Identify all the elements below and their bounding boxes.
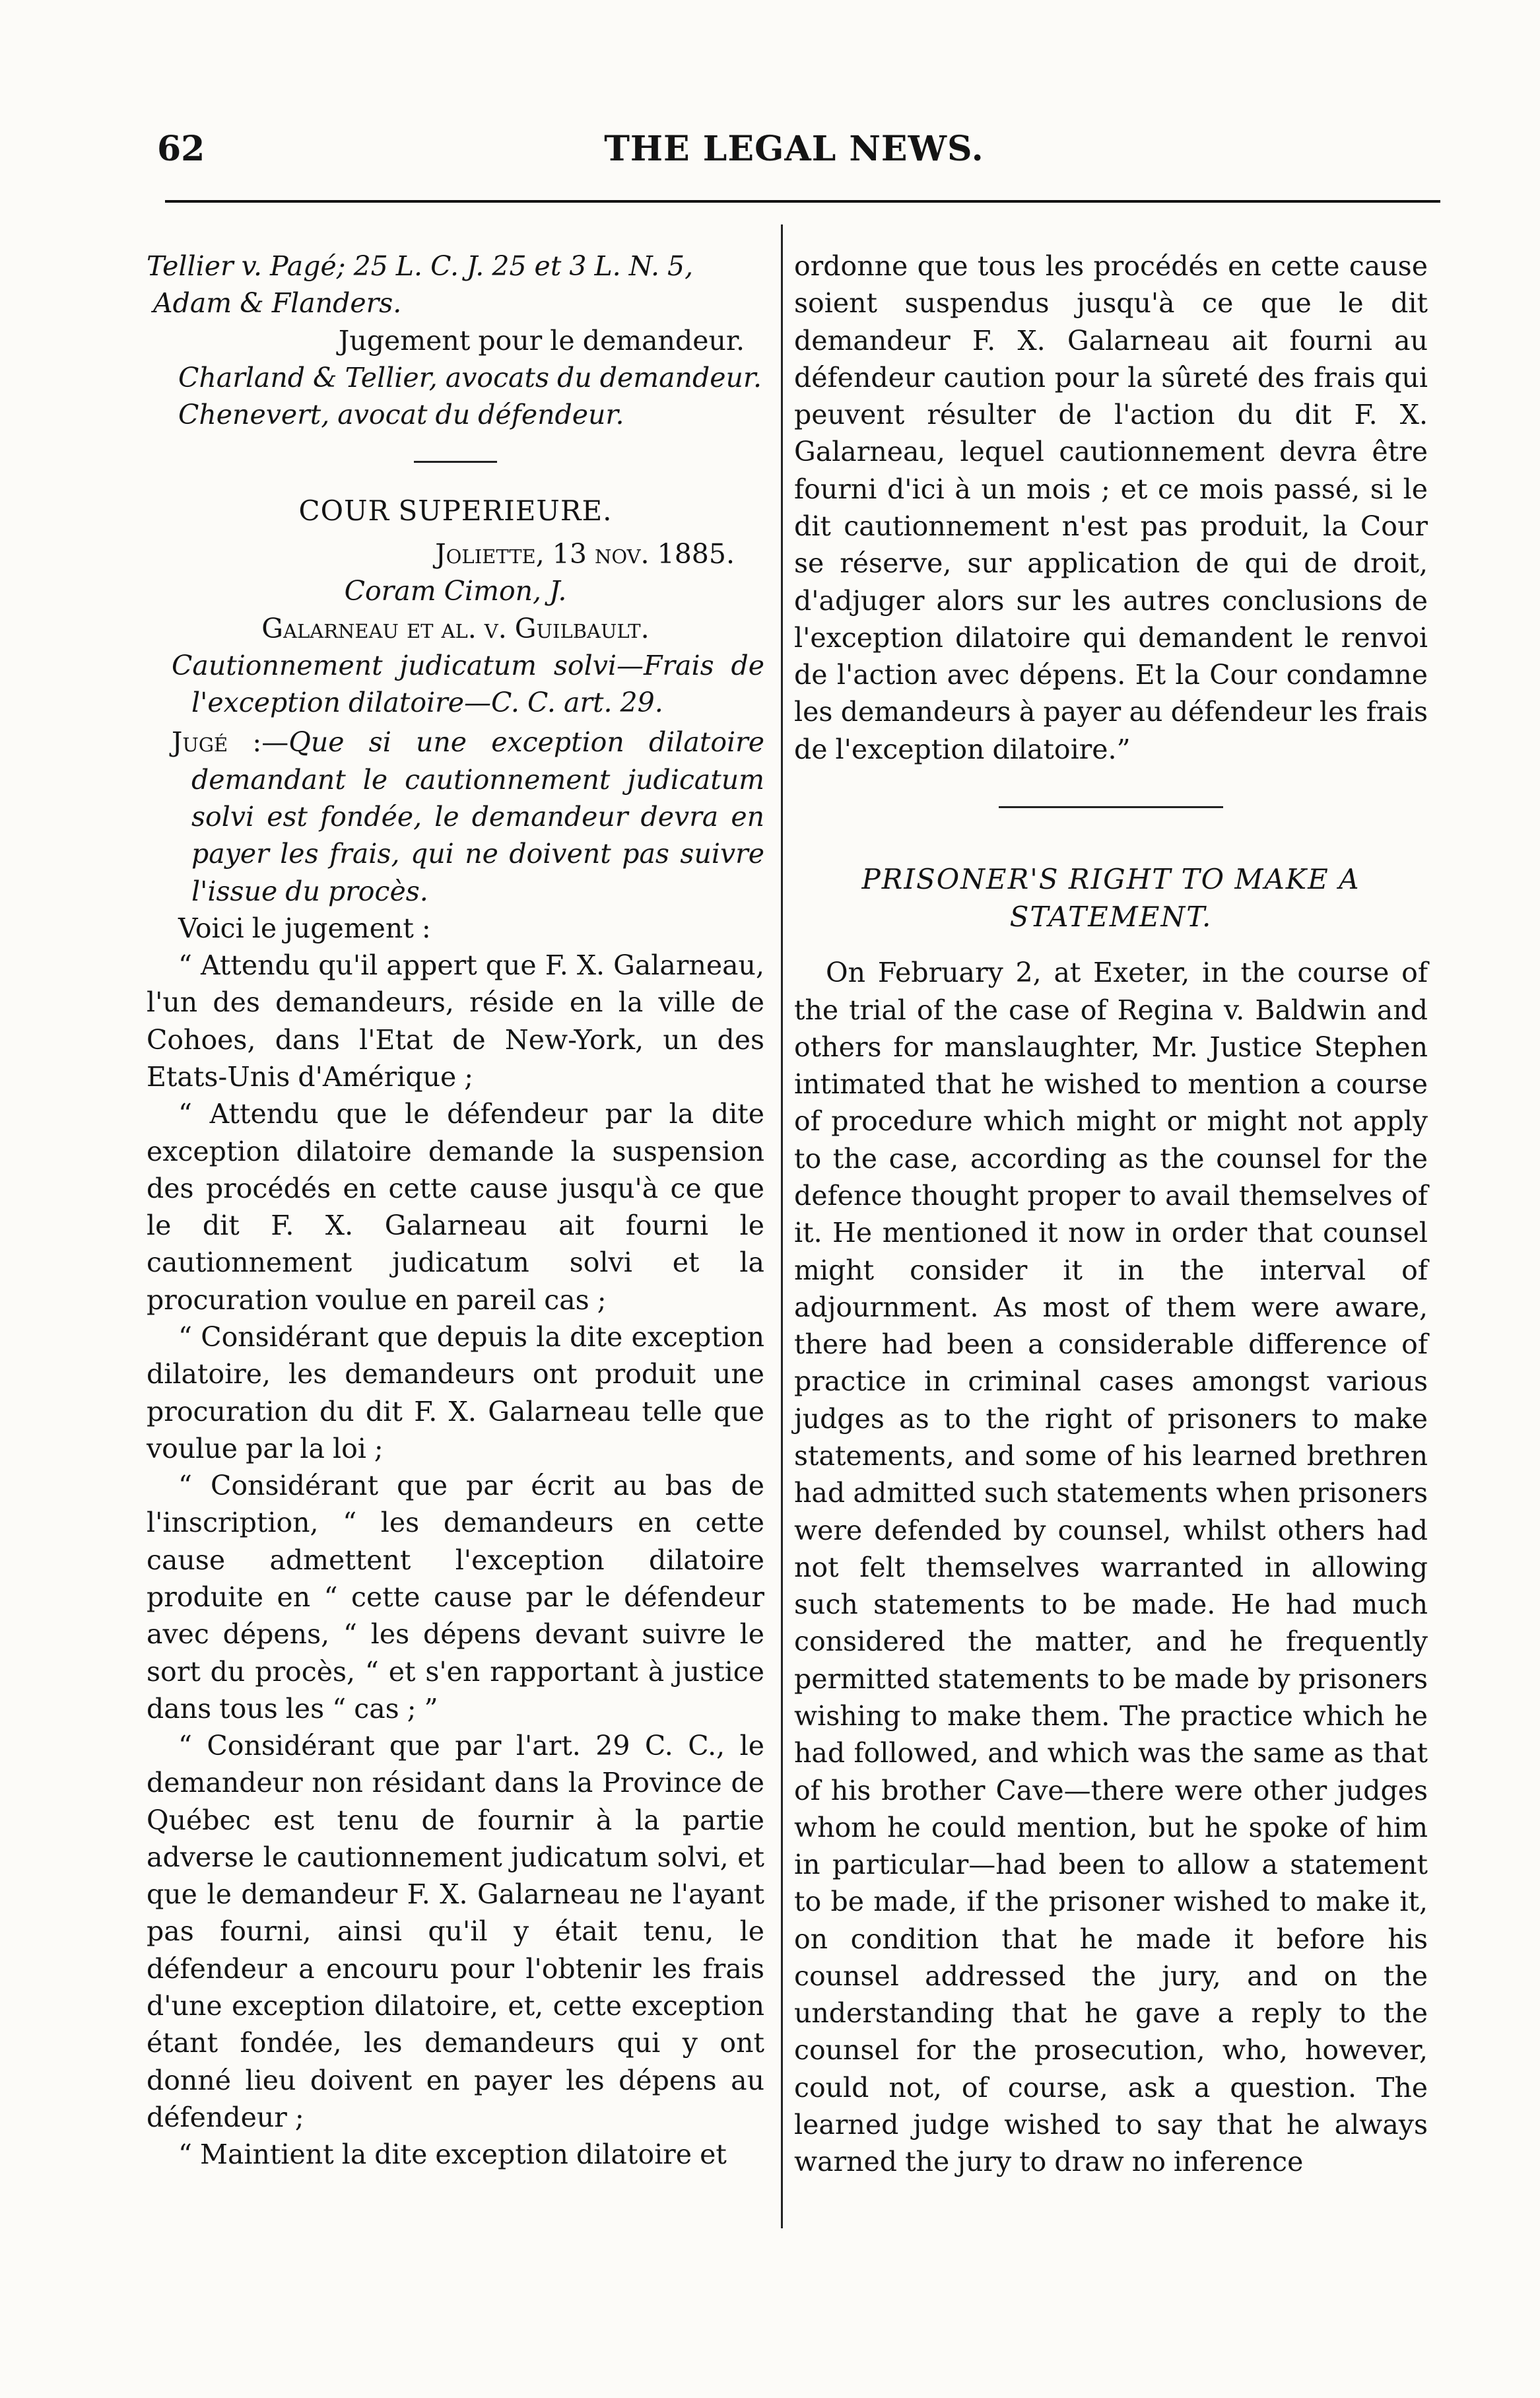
judgment-continuation: ordonne que tous les procédés en cette cause soient suspendus jusqu'à ce que le dit demandeur F. X. Galarneau ait fourni au défendeur caution pour la sûreté des frais qui peuvent résulter de l'action du dit F. X. Galarneau, lequel cautionnement devra être fourni d'ici à un mois ; et ce mois passé, si le dit cautionnement n'est pas produit, la Cour se réserve, sur application de qui de droit, d'adjuger alors sur les autres conclusions de l'exception dilatoire qui demandent le renvoi de l'action avec dépens. Et la Cour condamne les demandeurs à payer au défendeur les frais de l'exception dilatoire.” <box>794 250 1428 765</box>
article-title <box>794 861 1428 936</box>
section-rule <box>414 461 497 463</box>
court-title: COUR SUPERIEURE. <box>298 495 613 528</box>
page-number: 62 <box>157 129 205 169</box>
held-note <box>147 724 764 909</box>
counsel-plaintiff: Charland & Tellier, avocats du demandeur. <box>178 361 762 394</box>
article-title-line-1: PRISONER'S RIGHT TO MAKE A <box>861 862 1360 895</box>
judgment-intro: Voici le jugement : <box>178 912 431 944</box>
judgment-for: Jugement pour le demandeur. <box>338 324 745 357</box>
case-subject: Cautionnement judicatum solvi—Frais de l'exception dilatoire—C. C. art. 29. <box>172 649 764 719</box>
judgment-paragraph: “ Considérant que par l'art. 29 C. C., le demandeur non résidant dans la Province de Québec est tenu de fournir à la partie adverse le cautionnement judicatum solvi, et que le demandeur F. X. Galarneau ne l'ayant pas fourni, ainsi qu'il y était tenu, le défendeur a encouru pour l'obtenir les frais d'une exception dilatoire, et, cette exception étant fondée, les demandeurs qui y ont donné lieu doivent en payer les dépens au défendeur ; <box>147 1730 764 2133</box>
place-date: Joliette, 13 nov. 1885. <box>435 538 735 570</box>
case-reference-2: Adam & Flanders. <box>153 287 402 320</box>
article-rule <box>999 806 1223 808</box>
case-reference: Tellier v. Pagé; 25 L. C. J. 25 et 3 L. N. 5, <box>147 250 694 282</box>
judgment-paragraph: “ Considérant que depuis la dite exception dilatoire, les demandeurs ont produit une procuration du dit F. X. Galarneau telle que voulue par la loi ; <box>147 1320 764 1464</box>
judgment-paragraph: “ Attendu qu'il appert que F. X. Galarneau, l'un des demandeurs, réside en la ville de Cohoes, dans l'Etat de New-York, un des Etats-Unis d'Amérique ; <box>147 949 764 1093</box>
judgment-paragraph: “ Maintient la dite exception dilatoire et <box>178 2139 727 2171</box>
header-rule <box>165 200 1440 203</box>
judgment-paragraph: “ Attendu que le défendeur par la dite exception dilatoire demande la suspension des procédés en cette cause jusqu'à ce que le dit F. X. Galarneau ait fourni le cautionnement judicatum solvi et la procuration voulue en pareil cas ; <box>147 1098 764 1316</box>
running-title: THE LEGAL NEWS. <box>604 129 984 169</box>
column-divider <box>781 224 783 2228</box>
article-body: On February 2, at Exeter, in the course of the trial of the case of Regina v. Baldwin and others for manslaughter, Mr. Justice Stephen intimated that he wished to mention a course of procedure which might or might not apply to the case, according as the counsel for the defence thought proper to avail themselves of it. He mentioned it now in order that counsel might consider it in the interval of adjournment. As most of them were aware, there had been a considerable difference of practice in criminal cases amongst various judges as to the right of prisoners to make statements, and some of his learned brethren had admitted such statements when prisoners were defended by counsel, whilst others had not felt themselves warranted in allowing such statements to be made. He had much considered the matter, and he frequently permitted statements to be made by prisoners wishing to make them. The practice which he had followed, and which was the same as that of his brother Cave—there were other judges whom he could mention, but he spoke of him in particular—had been to allow a statement to be made, if the prisoner wished to make it, on condition that he made it before his counsel addressed the jury, and on the understanding that he gave a reply to the counsel for the prosecution, who, however, could not, of course, ask a question. The learned judge wished to say that he always warned the jury to draw no inference <box>794 957 1428 2178</box>
held-label: Jugé :— <box>172 726 289 759</box>
judgment-paragraph: “ Considérant que par écrit au bas de l'inscription, “ les demandeurs en cette cause admettent l'exception dilatoire produite en “ cette cause par le défendeur avec dépens, “ les dépens devant suivre le sort du procès, “ et s'en rapportant à justice dans tous les “ cas ; ” <box>147 1470 764 1725</box>
parties: Galarneau et al. v. Guilbault. <box>261 612 650 644</box>
counsel-defendant: Chenevert, avocat du défendeur. <box>178 399 624 431</box>
right-column <box>794 248 1428 2181</box>
article-title-line-2: STATEMENT. <box>1009 900 1213 933</box>
page-header <box>157 129 1431 188</box>
held-text: Que si une exception dilatoire demandant le cautionnement judicatum solvi est fondée, le demandeur devra en payer les frais, qui ne doivent pas suivre l'issue du procès. <box>191 726 764 907</box>
left-column <box>147 248 764 2173</box>
coram: Coram Cimon, J. <box>344 575 567 607</box>
